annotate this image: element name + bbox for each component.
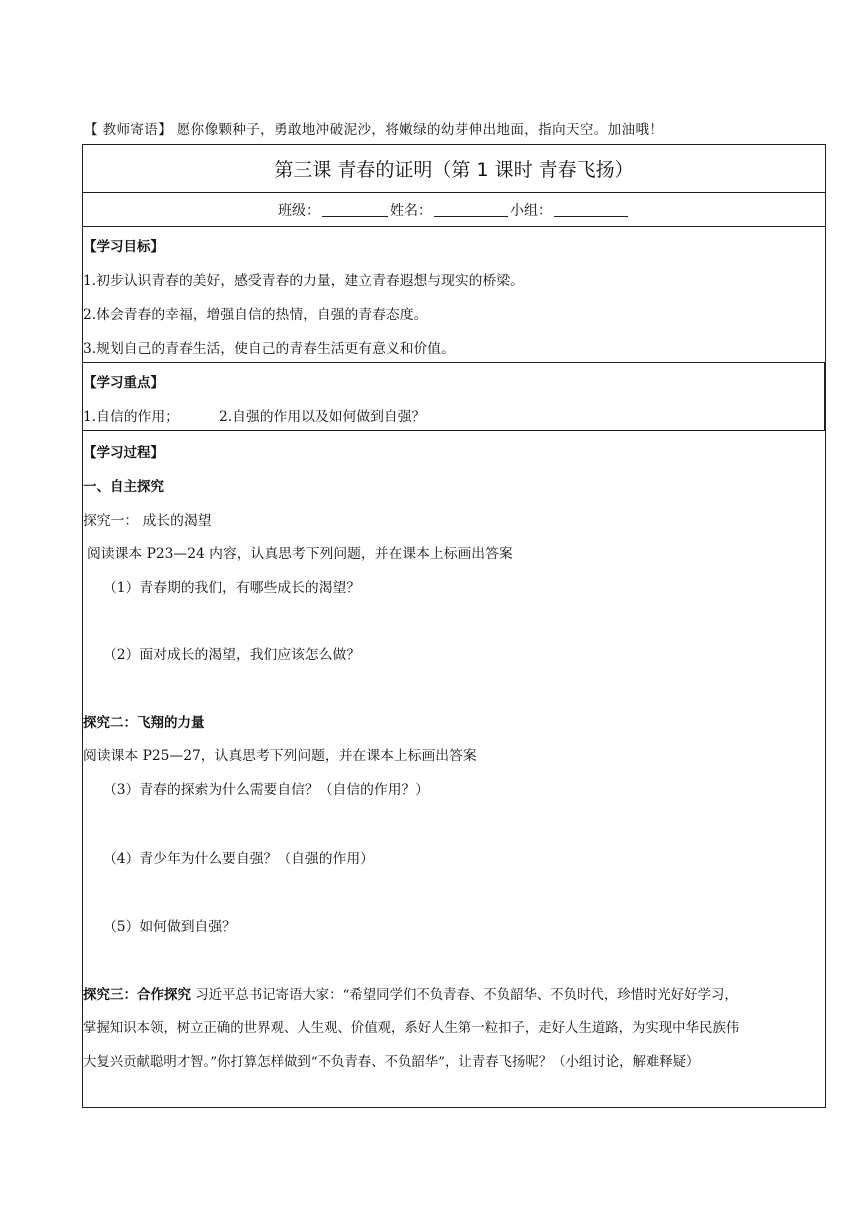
explore3-text-1: 习近平总书记寄语大家：“希望同学们不负青春、不负韶华、不负时代，珍惜时光好好学习， (191, 988, 738, 1003)
learning-goals-section (83, 227, 825, 363)
key-item-2: 2.自强的作用以及如何做到自强？ (219, 409, 426, 425)
explore2-instruction: 阅读课本 P25—27，认真思考下列问题，并在课本上标画出答案 (83, 748, 477, 764)
goal-item: 3.规划自己的青春生活，使自己的青春生活更有意义和价值。 (83, 341, 455, 357)
explore2-title: 探究二：飞翔的力量 (83, 715, 205, 731)
goals-heading: 【学习目标】 (83, 239, 164, 255)
learning-process-section (83, 431, 825, 1107)
name-label: 姓名： (390, 202, 432, 219)
goal-item: 2.体会青春的幸福，增强自信的热情，自强的青春态度。 (83, 307, 428, 323)
question-4: （4）青少年为什么要自强？（自强的作用） (103, 851, 374, 867)
process-heading: 【学习过程】 (83, 445, 164, 461)
section-self-explore: 一、自主探究 (83, 479, 164, 495)
explore3-paragraph-line-3: 大复兴贡献聪明才智。”你打算怎样做到“不负青春、不负韶华”，让青春飞扬呢？（小组讨论，解难释疑） (83, 1055, 700, 1070)
question-5: （5）如何做到自强？ (103, 919, 236, 935)
group-blank[interactable] (554, 202, 628, 217)
question-3: （3）青春的探索为什么需要自信？（自信的作用？） (103, 782, 430, 798)
group-label: 小组： (510, 202, 552, 219)
explore3-paragraph-line-1 (83, 983, 738, 1003)
key-item-1: 1.自信的作用； (83, 409, 179, 425)
motto-label: 【 教师寄语】 (84, 122, 173, 138)
teacher-motto (84, 118, 824, 138)
goal-item: 1.初步认识青春的美好，感受青春的力量，建立青春遐想与现实的桥梁。 (83, 273, 524, 289)
key-heading: 【学习重点】 (83, 375, 164, 391)
explore3-paragraph-line-2: 掌握知识本领，树立正确的世界观、人生观、价值观，系好人生第一粒扣子，走好人生道路，为实现中华民族伟 (83, 1021, 740, 1036)
explore1-instruction: 阅读课本 P23—24 内容，认真思考下列问题，并在课本上标画出答案 (87, 546, 513, 562)
question-1: （1）青春期的我们，有哪些成长的渴望？ (103, 580, 361, 596)
lesson-title-row (83, 145, 825, 193)
explore3-title: 探究三：合作探究 (83, 987, 191, 1003)
lesson-title: 第三课 青春的证明（第 1 课时 青春飞扬） (274, 159, 634, 181)
class-label: 班级： (278, 202, 320, 219)
worksheet-table (82, 144, 826, 1108)
student-info-row (83, 193, 825, 227)
class-blank[interactable] (322, 202, 388, 217)
key-points-section (83, 363, 825, 431)
name-blank[interactable] (434, 202, 508, 217)
explore1-title: 探究一： 成长的渴望 (83, 513, 212, 529)
question-2: （2）面对成长的渴望，我们应该怎么做？ (103, 647, 361, 663)
motto-text: 愿你像颗种子，勇敢地冲破泥沙，将嫩绿的幼芽伸出地面，指向天空。加油哦！ (172, 122, 664, 138)
